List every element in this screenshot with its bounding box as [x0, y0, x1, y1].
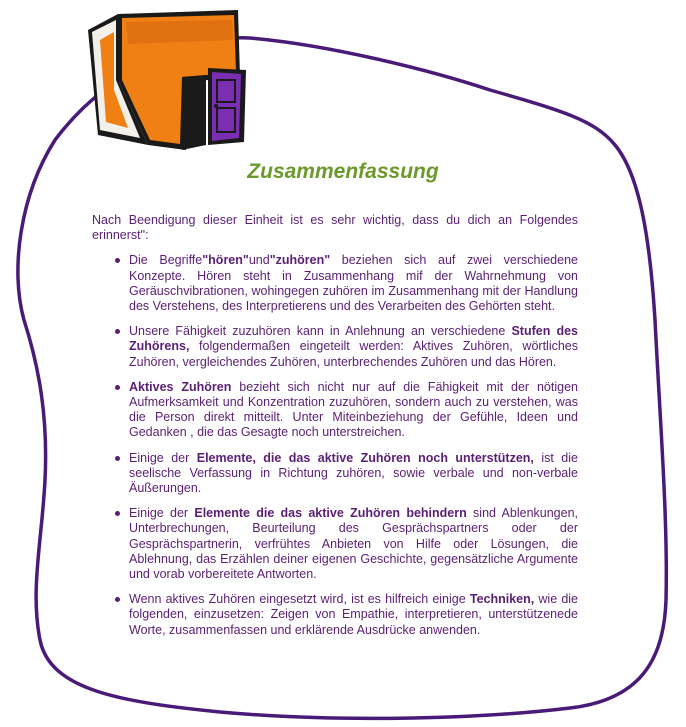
book-with-door-icon	[78, 10, 258, 155]
item-text: folgendermaßen eingeteilt werden: Aktives Zuhören, wörtliches Zuhören, vergleichendes Zuhören, unterbrechendes Zuhören und das Hören.	[129, 339, 578, 369]
summary-content	[92, 213, 578, 648]
item-text: bezieht sich nicht nur auf die Fähigkeit mit der nötigen Aufmerksamkeit und Konzentration zuzuhören, sondern auch zu verstehen, was die Person direkt mitteilt. Unter Miteinbeziehung der Gefühle, Ideen und Gedanken , die das Gesagte noch unterstreichen.	[129, 379, 578, 440]
item-emphasis: Stufen des Zuhörens,	[129, 324, 578, 354]
item-text: beziehen sich auf zwei verschiedene Konzepte. Hören steht in Zusammenhang mif der Wahrnehmung von Geräuschvibrationen, wohingegen zuhören im Zusammenhang mit der Handlung des Verstehens, des Interpretierens und des Verarbeiten des Gehörten steht.	[129, 253, 578, 314]
intro-text: Nach Beendigung dieser Einheit ist es sehr wichtig, dass du dich an Folgendes erinnerst":	[92, 213, 578, 243]
item-emphasis: Elemente, die das aktive Zuhören noch unterstützen,	[196, 450, 534, 465]
item-text: Die Begriffe	[129, 253, 203, 268]
list-item	[129, 253, 578, 314]
page-title: Zusammenfassung	[247, 160, 439, 183]
item-text: Einige der	[129, 450, 197, 465]
item-emphasis: Elemente die das aktive Zuhören behindern	[194, 506, 467, 521]
item-emphasis: "hören"	[202, 253, 249, 268]
item-emphasis: Techniken,	[469, 592, 535, 607]
item-emphasis: Aktives Zuhören	[129, 379, 232, 394]
summary-list	[92, 253, 578, 637]
list-item	[129, 324, 578, 370]
item-text: Wenn aktives Zuhören eingesetzt wird, ist es hilfreich einige	[129, 592, 470, 607]
item-text: Einige der	[129, 506, 195, 521]
item-emphasis: "zuhören"	[269, 253, 331, 268]
item-text: wie die folgenden, einzusetzen: Zeigen von Empathie, interpretieren, unterstützenede Worte, zusammenfassen und erklärende Ausdrücke anwenden.	[129, 592, 578, 637]
item-text: ist die seelische Verfassung in Richtung zuhören, sowie verbale und non-verbale Äußerungen.	[129, 450, 578, 496]
list-item	[129, 451, 578, 497]
list-item	[129, 592, 578, 638]
item-text: und	[248, 253, 270, 268]
item-text: sind Ablenkungen, Unterbrechungen, Beurteilung des Gesprächspartners oder der Gesprächspartnerin, verfrühtes Anbieten von Hilfe oder Lösungen, die Ablehnung, das Erzählen deiner eigenen Geschichte, gegensätzliche Argumente und vorab vorbereitete Antworten.	[129, 506, 579, 582]
book-door-clipart	[78, 10, 258, 155]
item-text: Unsere Fähigkeit zuzuhören kann in Anlehnung an verschiedene	[129, 324, 512, 339]
list-item	[129, 506, 578, 582]
list-item	[129, 380, 578, 441]
